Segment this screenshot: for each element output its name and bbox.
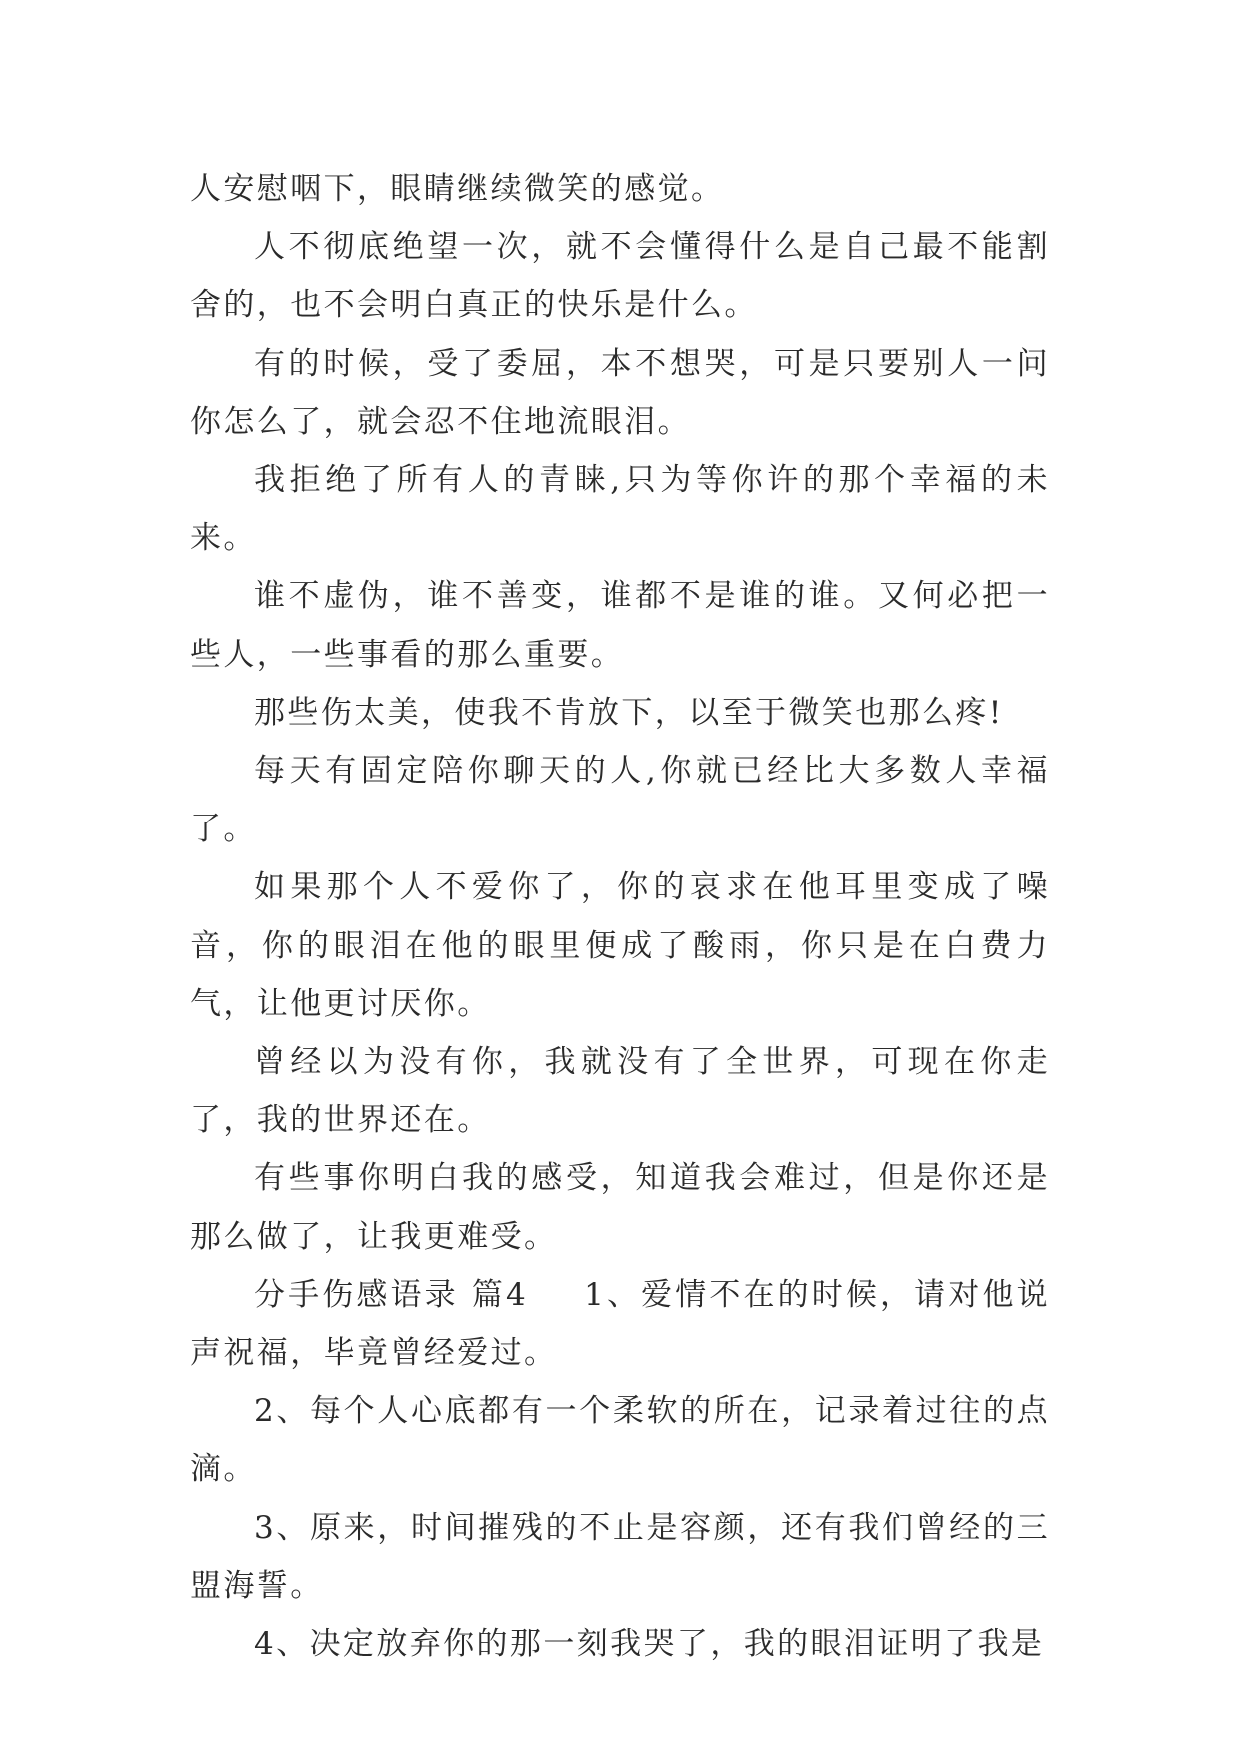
paragraph: 人不彻底绝望一次，就不会懂得什么是自己最不能割舍的，也不会明白真正的快乐是什么。 <box>190 229 1050 324</box>
paragraph: 曾经以为没有你，我就没有了全世界，可现在你走了，我的世界还在。 <box>190 1044 1050 1139</box>
document-body <box>190 160 1050 1673</box>
section-heading-paragraph <box>190 1266 1050 1382</box>
list-item: 3、原来，时间摧残的不止是容颜，还有我们曾经的三盟海誓。 <box>190 1509 1050 1604</box>
paragraph: 有的时候，受了委屈，本不想哭，可是只要别人一问你怎么了，就会忍不住地流眼泪。 <box>190 345 1050 440</box>
list-item: 2、每个人心底都有一个柔软的所在，记录着过往的点滴。 <box>190 1393 1050 1488</box>
paragraph: 谁不虚伪，谁不善变，谁都不是谁的谁。又何必把一些人，一些事看的那么重要。 <box>190 578 1050 673</box>
paragraph: 那些伤太美，使我不肯放下，以至于微笑也那么疼! <box>254 694 1004 731</box>
list-item: 1、爱情不在的时候，请对他说声祝福，毕竟曾经爱过。 <box>190 1276 1050 1372</box>
paragraph: 我拒绝了所有人的青睐,只为等你许的那个幸福的未来。 <box>190 462 1050 557</box>
list-item: 4、决定放弃你的那一刻我哭了，我的眼泪证明了我是 <box>254 1626 1045 1663</box>
paragraph: 每天有固定陪你聊天的人,你就已经比大多数人幸福了。 <box>190 753 1050 848</box>
paragraph: 有些事你明白我的感受，知道我会难过，但是你还是那么做了，让我更难受。 <box>190 1160 1050 1255</box>
paragraph: 人安慰咽下，眼睛继续微笑的感觉。 <box>190 171 725 207</box>
section-heading: 分手伤感语录 篇4 <box>254 1276 529 1313</box>
paragraph: 如果那个人不爱你了，你的哀求在他耳里变成了噪音，你的眼泪在他的眼里便成了酸雨，你只是在白费力气，让他更讨厌你。 <box>190 869 1050 1022</box>
